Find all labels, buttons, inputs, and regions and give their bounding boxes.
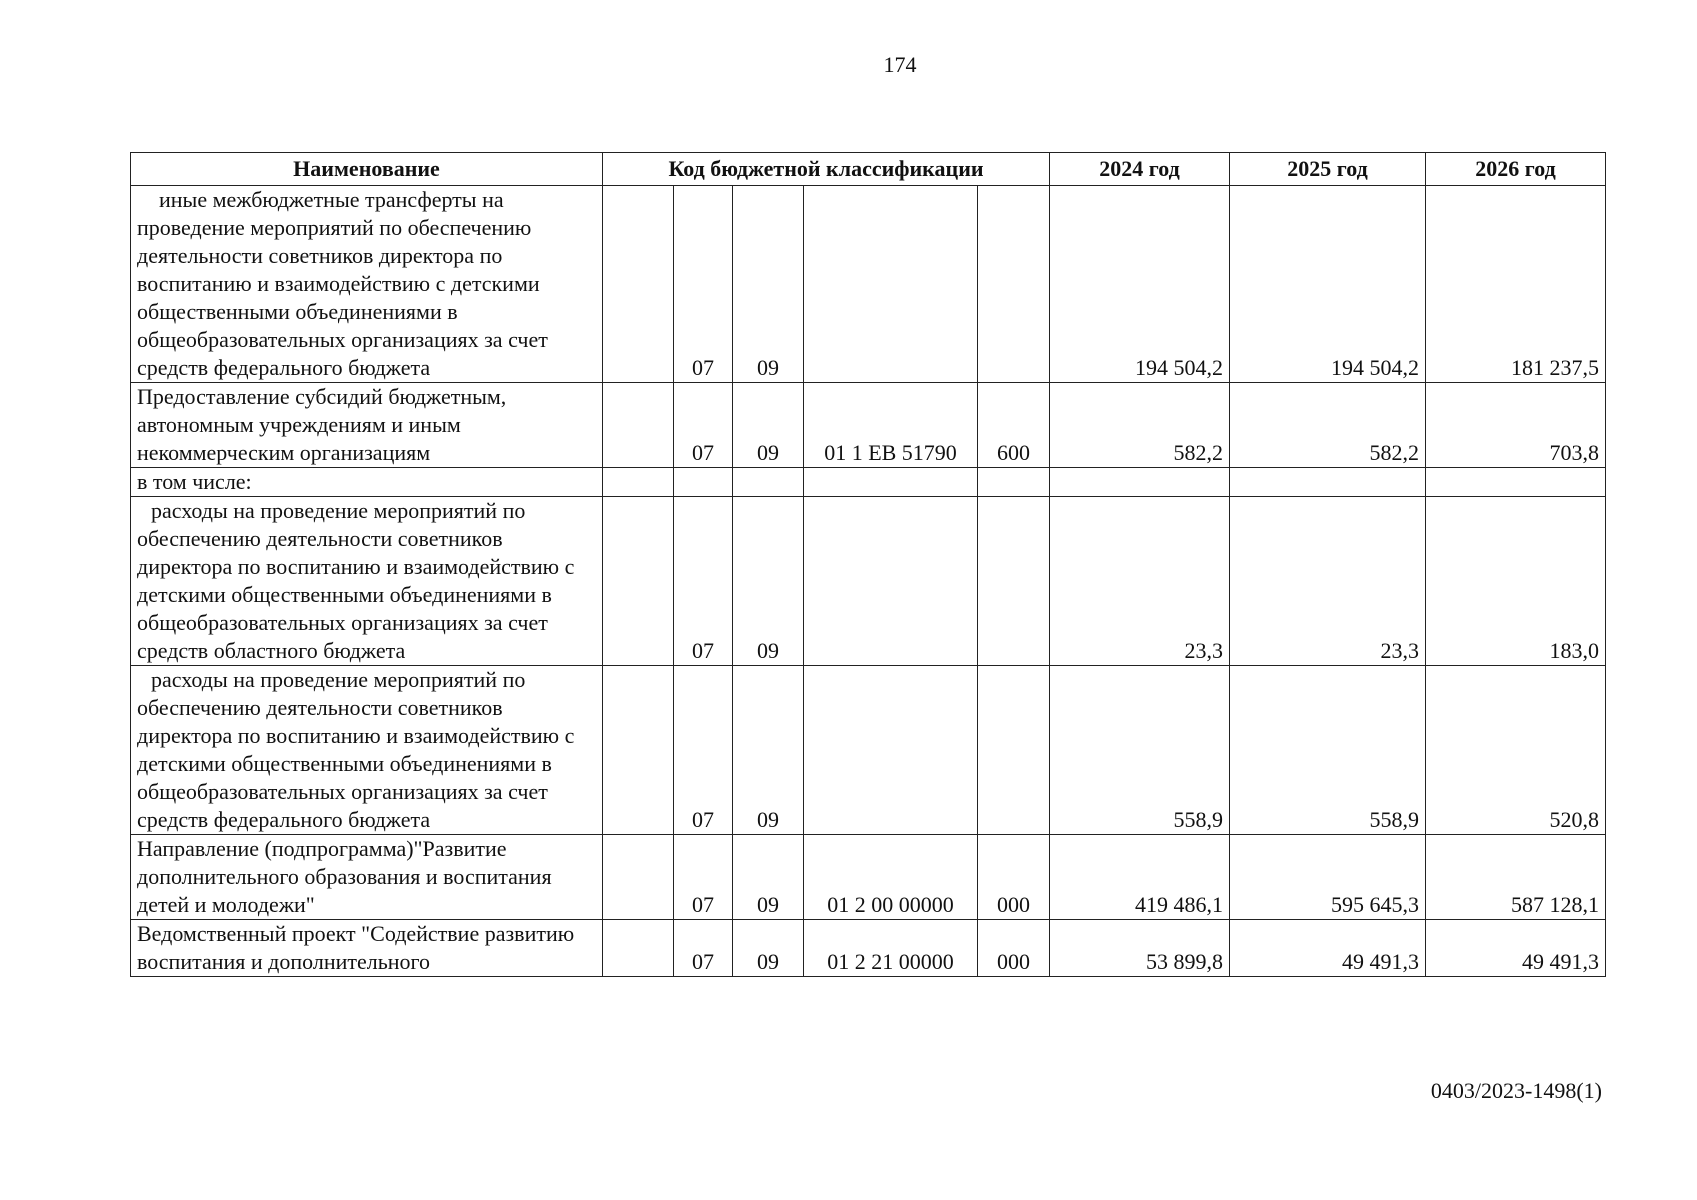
row-name: Предоставление субсидий бюджетным, автономным учреждениям и иным некоммерческим организациям [131,383,603,468]
value-2026: 49 491,3 [1426,920,1606,977]
code-target: 01 1 ЕВ 51790 [804,383,978,468]
value-2026: 587 128,1 [1426,835,1606,920]
code-target [804,468,978,497]
value-2025 [1230,468,1426,497]
table-row [131,835,1606,920]
page-number: 174 [883,52,917,77]
code-expense-type: 000 [978,920,1050,977]
code-cell [603,468,674,497]
code-expense-type: 000 [978,835,1050,920]
row-name: расходы на проведение мероприятий по обеспечению деятельности советников директора по воспитанию и взаимодействию с детскими общественными объединениями в общеобразовательных организациях за счет средств федерального бюджета [131,666,603,835]
value-2026 [1426,468,1606,497]
budget-table [130,152,1606,977]
code-expense-type [978,468,1050,497]
code-target: 01 2 21 00000 [804,920,978,977]
row-name: Ведомственный проект "Содействие развитию воспитания и дополнительного [131,920,603,977]
table-row [131,666,1606,835]
code-section [674,468,733,497]
table-row [131,497,1606,666]
code-section: 07 [674,835,733,920]
code-section: 07 [674,666,733,835]
code-subsection: 09 [733,497,804,666]
row-name: в том числе: [131,468,603,497]
value-2025: 582,2 [1230,383,1426,468]
header-2026: 2026 год [1426,153,1606,186]
code-subsection: 09 [733,835,804,920]
row-name: расходы на проведение мероприятий по обеспечению деятельности советников директора по воспитанию и взаимодействию с детскими общественными объединениями в общеобразовательных организациях за счет средств областного бюджета [131,497,603,666]
header-code: Код бюджетной классификации [603,153,1050,186]
code-cell [603,920,674,977]
code-section: 07 [674,497,733,666]
table-row [131,383,1606,468]
table-row [131,468,1606,497]
value-2025: 194 504,2 [1230,186,1426,383]
value-2025: 558,9 [1230,666,1426,835]
header-name: Наименование [131,153,603,186]
code-subsection: 09 [733,920,804,977]
code-target [804,186,978,383]
code-target [804,666,978,835]
row-name: иные межбюджетные трансферты на проведение мероприятий по обеспечению деятельности советников директора по воспитанию и взаимодействию с детскими общественными объединениями в общеобразовательных организациях за счет средств федерального бюджета [131,186,603,383]
value-2024 [1050,468,1230,497]
code-section: 07 [674,383,733,468]
code-cell [603,186,674,383]
value-2024: 23,3 [1050,497,1230,666]
header-2025: 2025 год [1230,153,1426,186]
value-2026: 181 237,5 [1426,186,1606,383]
value-2024: 194 504,2 [1050,186,1230,383]
code-subsection: 09 [733,186,804,383]
code-cell [603,497,674,666]
document-code: 0403/2023-1498(1) [1430,1078,1602,1103]
value-2025: 23,3 [1230,497,1426,666]
value-2025: 49 491,3 [1230,920,1426,977]
code-expense-type [978,497,1050,666]
value-2026: 520,8 [1426,666,1606,835]
header-row [131,153,1606,186]
table-row [131,920,1606,977]
value-2026: 703,8 [1426,383,1606,468]
code-subsection [733,468,804,497]
code-subsection: 09 [733,666,804,835]
table-row [131,186,1606,383]
code-section: 07 [674,920,733,977]
code-cell [603,383,674,468]
value-2024: 419 486,1 [1050,835,1230,920]
code-cell [603,835,674,920]
code-cell [603,666,674,835]
code-target [804,497,978,666]
value-2026: 183,0 [1426,497,1606,666]
code-section: 07 [674,186,733,383]
code-expense-type: 600 [978,383,1050,468]
value-2024: 53 899,8 [1050,920,1230,977]
code-subsection: 09 [733,383,804,468]
value-2024: 582,2 [1050,383,1230,468]
row-name: Направление (подпрограмма)"Развитие дополнительного образования и воспитания детей и молодежи" [131,835,603,920]
value-2024: 558,9 [1050,666,1230,835]
value-2025: 595 645,3 [1230,835,1426,920]
code-expense-type [978,186,1050,383]
code-target: 01 2 00 00000 [804,835,978,920]
code-expense-type [978,666,1050,835]
header-2024: 2024 год [1050,153,1230,186]
